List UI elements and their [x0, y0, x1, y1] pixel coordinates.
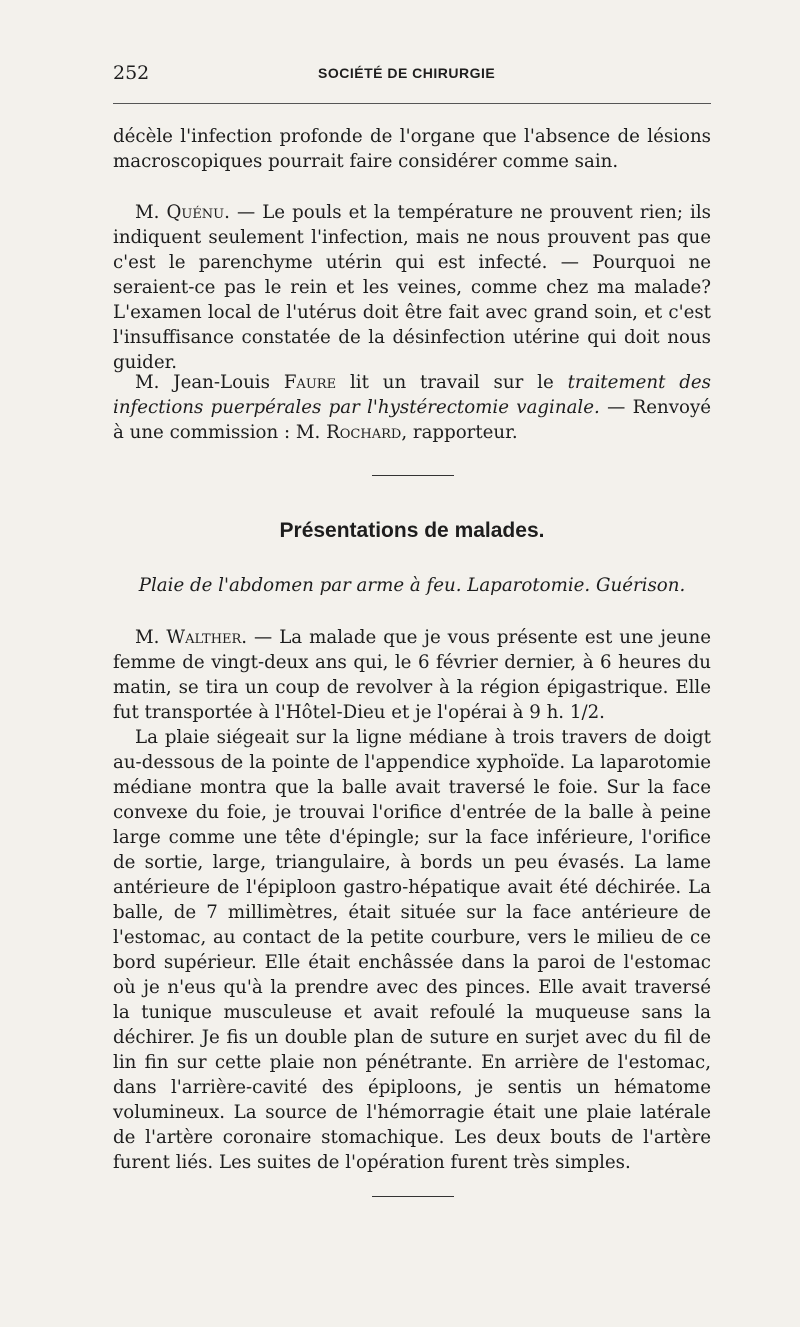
paragraph-text: La plaie siégeait sur la ligne médiane à trois travers de doigt au-dessous de la pointe de l'appendice xyphoïde. La laparotomie médiane montra que la balle avait traversé le foie. Sur la face convexe du foie, je trouvai l'orifice d'entrée de la balle à peine large comme une tête d'épingle; sur la face inférieure, l'orifice de sortie, large, triangulaire, à bords un peu évasés. La lame antérieure de l'épiploon gastro-hépatique avait été déchirée. La balle, de 7 millimètres, était située sur la face antérieure de l'estomac, au contact de la petite courbure, vers le milieu de ce bord supérieur. Elle était enchâssée dans la paroi de l'estomac où je n'eus qu'à la prendre avec des pinces. Elle avait traversé la tunique musculeuse et avait refoulé la muqueuse sans la déchirer. Je fis un double plan de suture en surjet avec du fil de lin fin sur cette plaie non pénétrante. En arrière de l'estomac, dans l'arrière-cavité des épiploons, je sentis un hématome volumineux. La source de l'hémorragie était une plaie latérale de l'artère coronaire stomachique. Les deux bouts de l'artère furent liés. Les suites de l'opération furent très simples.	[113, 727, 711, 1173]
page-header	[113, 62, 711, 90]
section-title: Présentations de malades.	[279, 519, 545, 542]
text-prefix: M. Jean-Louis	[135, 372, 284, 393]
case-subtitle: Plaie de l'abdomen par arme à feu. Laparotomie. Guérison.	[138, 575, 686, 596]
speaker-name: M. Quénu.	[135, 202, 230, 223]
rapporteur-name: Rochard	[326, 422, 402, 443]
paragraph-quenu	[113, 200, 711, 375]
paragraph-continuation	[113, 124, 711, 174]
paragraph-text: — La malade que je vous présente est une jeune femme de vingt-deux ans qui, le 6 février dernier, à 6 heures du matin, se tira un coup de revolver à la région épigastrique. Elle fut transportée à l'Hôtel-Dieu et je l'opérai à 9 h. 1/2.	[113, 627, 711, 723]
page-number: 252	[113, 62, 150, 84]
paragraph-faure	[113, 370, 711, 445]
work-title: traitement des infections puerpérales par l'hystérectomie vaginale.	[113, 372, 711, 418]
paragraph-text: — Le pouls et la température ne prouvent rien; ils indiquent seulement l'infection, mais ne nous prouvent pas que c'est le parenchyme utérin qui est infecté. — Pourquoi ne seraient-ce pas le rein et les veines, comme chez ma malade? L'examen local de l'utérus doit être fait avec grand soin, et c'est l'insuffisance constatée de la désinfection utérine qui doit nous guider.	[113, 202, 712, 373]
author-name: Faure	[283, 372, 337, 393]
paragraph-text: décèle l'infection profonde de l'organe que l'absence de lésions macroscopiques pourrait faire considérer comme sain.	[113, 126, 711, 172]
end-divider	[372, 1196, 454, 1197]
section-divider	[372, 475, 454, 476]
speaker-name: M. Walther.	[135, 627, 248, 648]
text-mid: lit un travail sur le	[336, 372, 568, 393]
running-title: SOCIÉTÉ DE CHIRURGIE	[318, 65, 496, 81]
text-after: — Renvoyé à une commission : M.	[113, 397, 712, 443]
header-divider	[113, 103, 711, 104]
case-report	[113, 625, 711, 1175]
text-end: , rapporteur.	[401, 422, 518, 443]
